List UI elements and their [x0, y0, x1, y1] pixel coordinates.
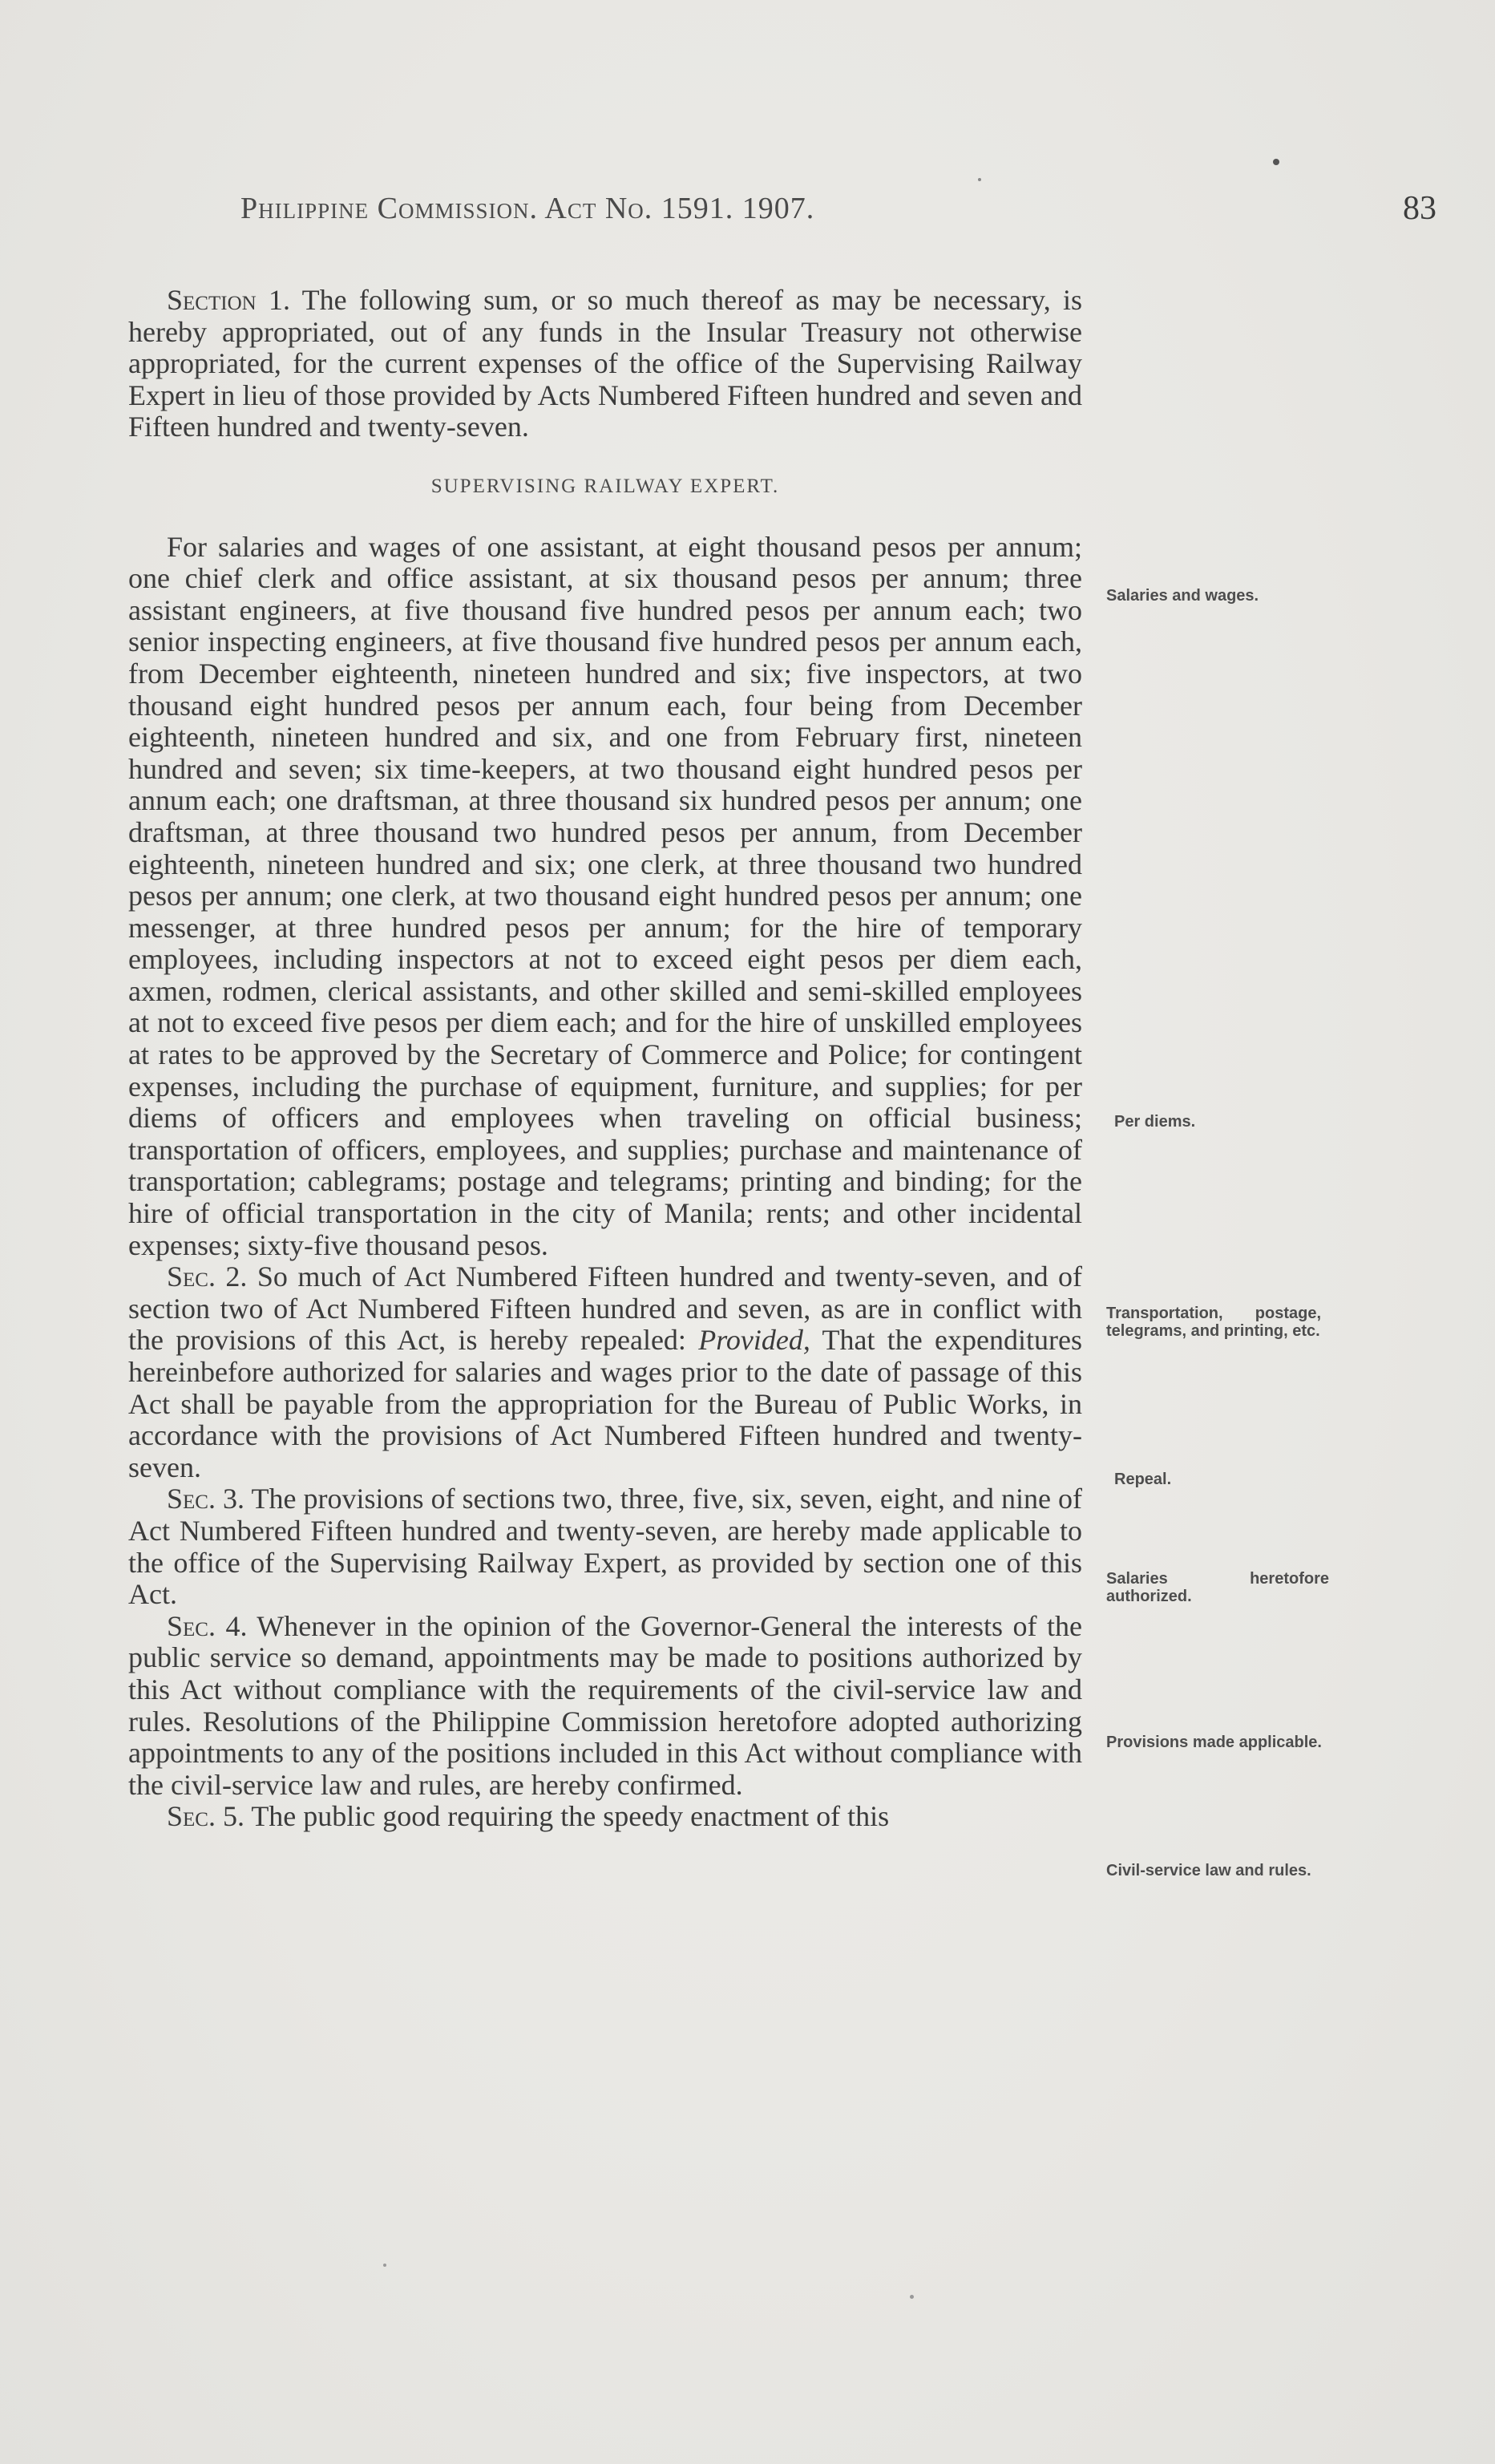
section-2-label: Sec. 2. [167, 1260, 248, 1293]
running-head: Philippine Commission. Act No. 1591. 1907. [240, 192, 815, 225]
section-3-paragraph [128, 1483, 1082, 1610]
salaries-paragraph: For salaries and wages of one assistant, at eight thousand pesos per annum; one chief clerk and office assistant, at six thousand pesos per annum; three assistant engineers, at five thousand five hundred pesos per annum each; two senior inspecting engineers, at five thousand five hundred pesos per annum each, from December eighteenth, nineteen hundred and six; five inspectors, at two thousand eight hundred pesos per annum each, four being from December eighteenth, nineteen hundred and six, and one from February first, nineteen hundred and seven; six time-keepers, at two thousand eight hundred pesos per annum each; one draftsman, at three thousand six hundred pesos per annum; one draftsman, at three thousand two hundred pesos per annum, from December eighteenth, nineteen hundred and six; one clerk, at three thousand two hundred pesos per annum; one clerk, at two thousand eight hundred pesos per annum; one messenger, at three hundred pesos per annum; for the hire of temporary employees, including inspectors at not to exceed eight pesos per diem each, axmen, rodmen, clerical assistants, and other skilled and semi-skilled employees at not to exceed five pesos per diem each; and for the hire of unskilled employees at rates to be approved by the Secretary of Commerce and Police; for contingent expenses, including the purchase of equipment, furniture, and supplies; for per diems of officers and employees when traveling on official business; transportation of officers, employees, and supplies; purchase and maintenance of transportation; cablegrams; postage and telegrams; printing and binding; for the hire of official transportation in the city of Manila; rents; and other incidental expenses; sixty-five thousand pesos. [128, 530, 1082, 1261]
margin-note-repeal: Repeal. [1114, 1471, 1172, 1488]
provided-word: Provided, [698, 1324, 810, 1357]
paper-speck [383, 2264, 386, 2267]
section-5-paragraph [128, 1801, 1082, 1833]
section-2-text-b: That the expenditures hereinbefore authorized for salaries and wages prior to the date of passage of this Act shall be payable from the appropriation for the Bureau of Public Works, in accordance with the provisions of Act Numbered Fifteen hundred and twenty-seven. [128, 1324, 1082, 1483]
page-number: 83 [1403, 190, 1436, 227]
paper-speck [978, 178, 981, 181]
paper-speck [1273, 159, 1279, 165]
section-2-text-a: So much of Act Numbered Fifteen hundred and twenty-seven, and of section two of Act Numbered Fifteen hundred and seven, as are in conflict with the provisions of this Act, is hereby repealed: [128, 1260, 1083, 1357]
margin-note-salaries-wages: Salaries and wages. [1106, 587, 1259, 605]
body-text [128, 285, 1082, 1833]
section-5-label: Sec. 5. [167, 1800, 244, 1833]
paper-speck [910, 2295, 914, 2299]
section-4-label: Sec. 4. [167, 1609, 248, 1642]
section-3-text: The provisions of sections two, three, five, six, seven, eight, and nine of Act Numbered Fifteen hundred and twenty-seven, are hereby made applicable to the office of the Supervising Railway Expert, as provided by section one of this Act. [128, 1483, 1083, 1611]
section-1-text: The following sum, or so much thereof as may be necessary, is hereby appropriated, out of any funds in the Insular Treasury not otherwise appropriated, for the current expenses of the office of the Supervising Railway Expert in lieu of those provided by Acts Numbered Fifteen hundred and seven and Fifteen hundred and twenty-seven. [128, 284, 1083, 443]
section-heading: SUPERVISING RAILWAY EXPERT. [430, 475, 780, 497]
section-5-text: The public good requiring the speedy enactment of this [244, 1800, 890, 1833]
margin-note-salaries-heretofore: Salaries heretofore authorized. [1106, 1570, 1329, 1605]
section-1-label: Section 1. [167, 284, 290, 316]
section-1-paragraph [128, 285, 1082, 443]
margin-note-provisions-applicable: Provisions made applicable. [1106, 1734, 1322, 1751]
margin-note-civil-service: Civil-service law and rules. [1106, 1862, 1311, 1879]
section-2-paragraph [128, 1261, 1082, 1483]
section-3-label: Sec. 3. [167, 1483, 245, 1515]
margin-note-per-diems: Per diems. [1114, 1113, 1196, 1131]
margin-note-transportation: Transportation, postage, telegrams, and printing, etc. [1106, 1305, 1321, 1340]
section-4-paragraph [128, 1611, 1082, 1802]
section-4-text: Whenever in the opinion of the Governor-General the interests of the public service so demand, appointments may be made to positions authorized by this Act without compliance with the requirements of the civil-service law and rules. Resolutions of the Philippine Commission heretofore adopted authorizing appointments to any of the positions included in this Act without compliance with the civil-service law and rules, are hereby confirmed. [128, 1609, 1082, 1801]
